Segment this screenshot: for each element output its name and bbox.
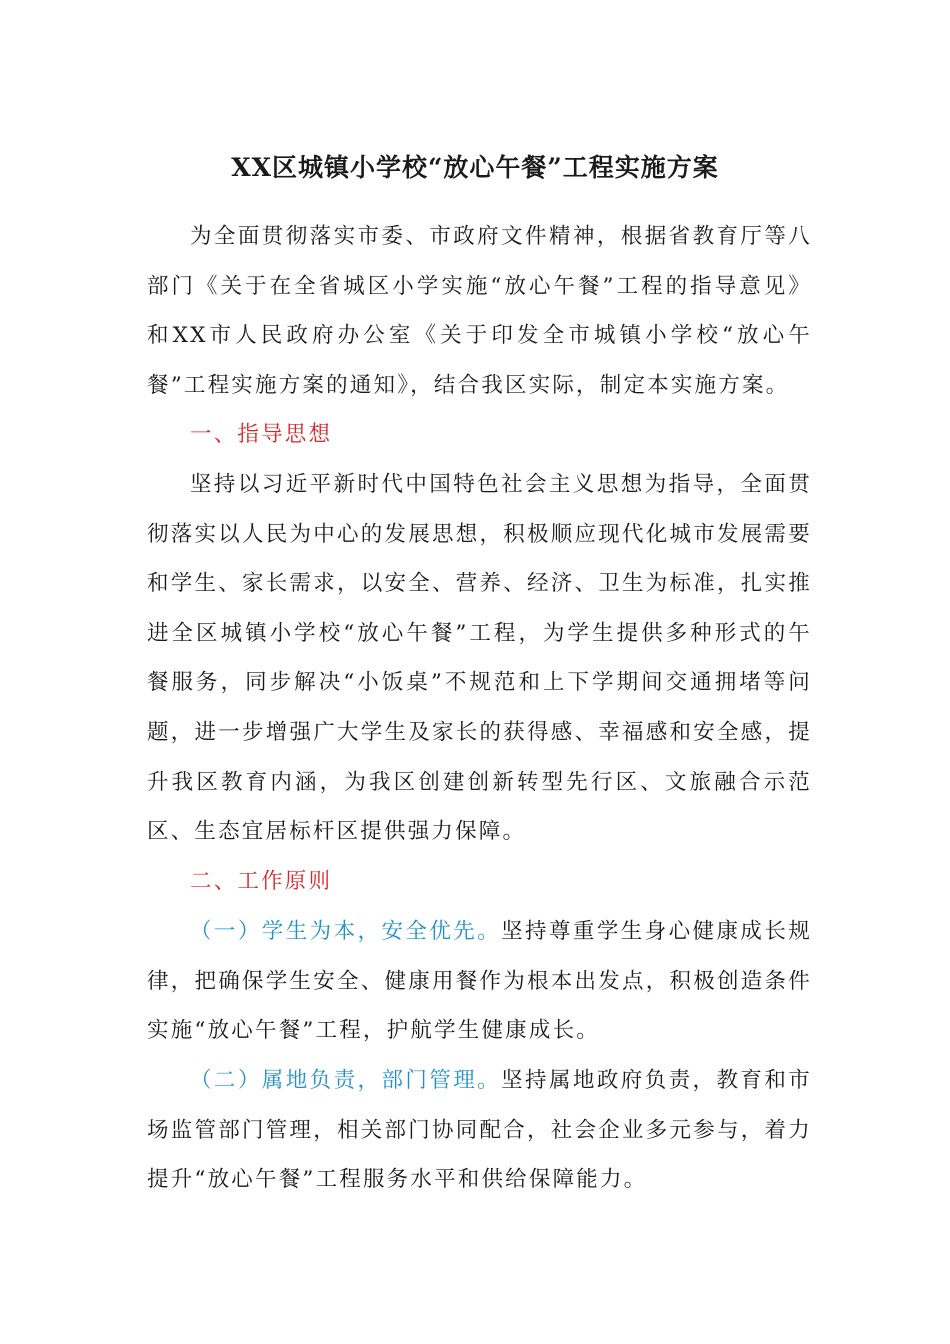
principle-paragraph-2 [147, 1056, 812, 1205]
principle-paragraph-1 [147, 907, 812, 1056]
intro-paragraph: 为全面贯彻落实市委、市政府文件精神，根据省教育厅等八部门《关于在全省城区小学实施“放心午餐”工程的指导意见》和XX市人民政府办公室《关于印发全市城镇小学校“放心午餐”工程实施方案的通知》，结合我区实际，制定本实施方案。 [147, 224, 812, 398]
principle-text-1: 坚持尊重学生身心健康成长规律，把确保学生安全、健康用餐作为根本出发点，积极创造条件实施“放心午餐”工程，护航学生健康成长。 [147, 919, 812, 1044]
document-title: XX区城镇小学校“放心午餐”工程实施方案 [231, 153, 719, 182]
principle-text-2: 坚持属地政府负责，教育和市场监管部门管理，相关部门协同配合，社会企业多元参与，着力提升“放心午餐”工程服务水平和供给保障能力。 [147, 1068, 812, 1193]
section-heading-work-principles: 二、工作原则 [190, 869, 333, 894]
guiding-ideology-paragraph: 坚持以习近平新时代中国特色社会主义思想为指导，全面贯彻落实以人民为中心的发展思想，积极顺应现代化城市发展需要和学生、家长需求，以安全、营养、经济、卫生为标准，扎实推进全区城镇小学校“放心午餐”工程，为学生提供多种形式的午餐服务，同步解决“小饭桌”不规范和上下学期间交通拥堵等问题，进一步增强广大学生及家长的获得感、幸福感和安全感，提升我区教育内涵，为我区创建创新转型先行区、文旅融合示范区、生态宜居标杆区提供强力保障。 [147, 472, 812, 845]
principle-label-2: （二）属地负责，部门管理。 [190, 1068, 502, 1093]
principle-label-1: （一）学生为本，安全优先。 [190, 919, 502, 944]
section-heading-guiding-ideology: 一、指导思想 [190, 422, 333, 447]
